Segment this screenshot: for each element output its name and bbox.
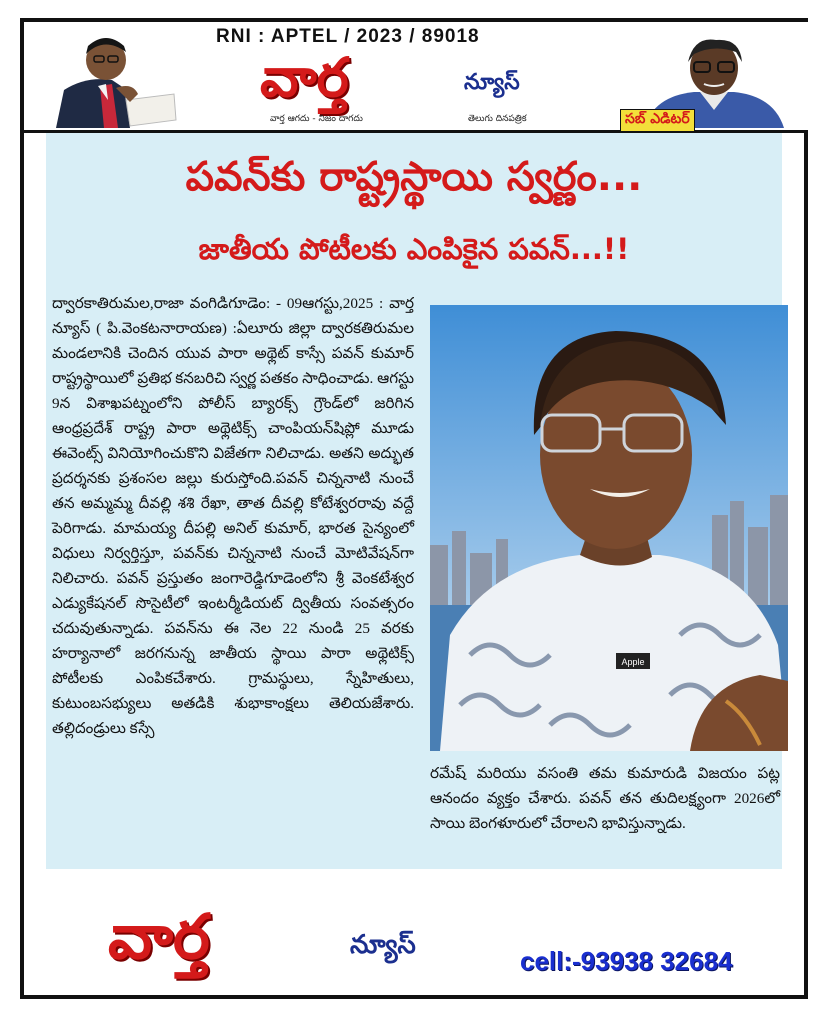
- cell-number: cell:-93938 32684: [520, 946, 733, 976]
- shirt-label: Apple: [621, 657, 645, 667]
- footer-brand-logo: వార్త: [108, 900, 210, 973]
- photo-caption: రమేష్ మరియు వసంతి తమ కుమారుడి విజయం పట్ల ఆనందం వ్యక్తం చేశారు. పవన్ తన తుదిలక్ష్యంగా 2026లో సాయి బెంగళూరులో చేరాలని భావిస్తున్నాడు.: [430, 765, 780, 832]
- article-panel: [46, 133, 782, 869]
- student-photo: [430, 305, 788, 751]
- tagline: వార్త ఆగదు - నిజం దాగదు: [270, 114, 363, 124]
- subheadline: జాతీయ పోటీలకు ఎంపికైన పవన్...!!: [198, 232, 630, 266]
- article-body: ద్వారకాతిరుమల,రాజా వంగిడిగూడెం: - 09ఆగస్టు,2025 : వార్త న్యూస్ ( పి.వెంకటనారాయణ) :ఏలూరు జిల్లా ద్వారకతిరుమల మండలానికి చెందిన యువ పారా అథ్లెట్ కాస్సే పవన్ కుమార్ రాష్ట్రస్థాయిలో ప్రతిభ కనబరిచి స్వర్ణ పతకం సాధించాడు. ఆగస్టు 9న విశాఖపట్నంలోని పోలీస్ బ్యారక్స్ గ్రౌండ్‌లో జరిగిన ఆంధ్రప్రదేశ్ రాష్ట్ర పారా అథ్లెటిక్స్ చాంపియన్‌షిప్లో మూడు ఈవెంట్స్ వినియోగించుకొని విజేతగా నిలిచాడు. అతని అద్భుత ప్రదర్శనకు ప్రశంసల జల్లు కురుస్తోంది.పవన్ చిన్ననాటి నుంచే తన అమ్మమ్మ దీవల్లి శశి రేఖా, తాత దీవల్లి కోటేశ్వరరావు వద్దే పెరిగాడు. మామయ్య దీపల్లి అనిల్ కుమార్, భారత సైన్యంలో విధులు నిర్వర్తిస్తూ, పవన్‌కు చిన్ననాటి నుంచే మోటివేషన్‌గా నిలిచారు. పవన్ ప్రస్తుతం జంగారెడ్డిగూడెంలోని శ్రీ వెంకటేశ్వర ఎడ్యుకేషనల్ సొసైటీలో ఇంటర్మీడియట్ ద్వితీయ సంవత్సరం చదువుతున్నాడు. పవన్‌ను ఈ నెల 22 నుండి 25 వరకు హర్యానాలో జరగనున్న జాతీయ స్థాయి పారా అథ్లెటిక్స్ పోటీలకు ఎంపికచేశారు. గ్రామస్థులు, స్నేహితులు, కుటుంబసభ్యులు అతడికి శుభాకాంక్షలు తెలియజేశారు. తల్లిదండ్రులు కస్సే: [52, 295, 414, 737]
- brand-logo: వార్త: [260, 46, 349, 109]
- masthead: [24, 22, 808, 133]
- rni-number: RNI : APTEL / 2023 / 89018: [216, 26, 480, 47]
- headline: పవన్‌కు రాష్ట్రస్థాయి స్వర్ణం...: [185, 154, 643, 200]
- brand-sub: న్యూస్: [464, 70, 520, 95]
- sub-editor-badge: సబ్ ఎడిటర్: [620, 109, 695, 132]
- tagline-right: తెలుగు దినపత్రిక: [468, 114, 527, 124]
- ambedkar-portrait: [46, 28, 178, 128]
- footer-brand-sub: న్యూస్: [350, 930, 416, 960]
